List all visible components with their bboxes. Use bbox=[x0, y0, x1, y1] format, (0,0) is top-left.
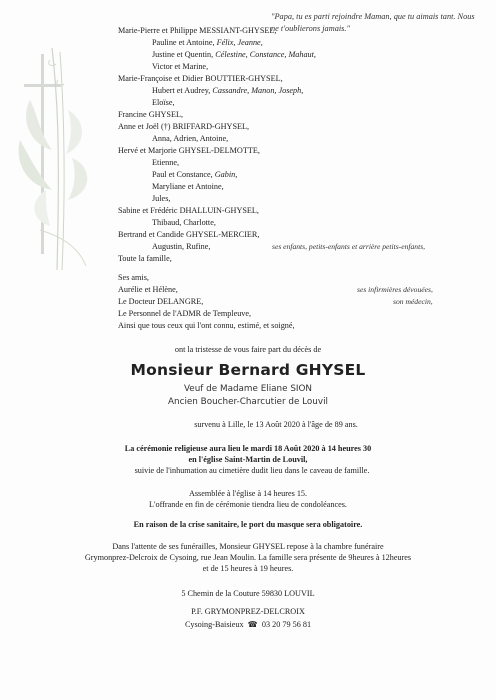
profession-line: Ancien Boucher-Charcutier de Louvil bbox=[168, 397, 328, 407]
family-line: Augustin, Rufine, bbox=[152, 242, 211, 251]
family-address: 5 Chemin de la Couture 59830 LOUVIL bbox=[181, 589, 315, 598]
burial-line: suivie de l'inhumation au cimetière dudit lieu dans le caveau de famille. bbox=[134, 466, 370, 475]
mask-notice: En raison de la crise sanitaire, le port du masque sera obligatoire. bbox=[133, 520, 363, 529]
funeral-director-phone: 03 20 79 56 81 bbox=[261, 620, 312, 629]
family-line: Francine GHYSEL, bbox=[118, 110, 184, 119]
family-line: Eloïse, bbox=[152, 98, 175, 107]
widower-line: Veuf de Madame Eliane SION bbox=[183, 384, 313, 394]
family-line: Thibaud, Charlotte, bbox=[152, 218, 216, 227]
family-line: Anne et Joël (†) BRIFFARD-GHYSEL, bbox=[118, 122, 250, 131]
family-line: Victor et Marine, bbox=[152, 62, 209, 71]
nurses-note: ses infirmières dévouées, bbox=[357, 285, 433, 294]
family-line: Justine et Quentin, Célestine, Constance, Mahaut, bbox=[152, 50, 316, 59]
friends-line: Le Docteur DELANGRE, bbox=[118, 297, 204, 306]
funeral-home-line: et de 15 heures à 19 heures. bbox=[202, 564, 294, 573]
family-line: Marie-Françoise et Didier BOUTTIER-GHYSEL, bbox=[118, 74, 283, 83]
funeral-home-line: Dans l'attente de ses funérailles, Monsieur GHYSEL repose à la chambre funéraire bbox=[112, 542, 384, 551]
telephone-icon: ☎ bbox=[247, 620, 258, 629]
lily-cross-decoration bbox=[0, 40, 110, 280]
family-line: Hubert et Audrey, Cassandre, Manon, Joseph, bbox=[152, 86, 304, 95]
funeral-director-name: P.F. GRYMONPREZ-DELCROIX bbox=[191, 607, 305, 616]
gathering-line: Assemblée à l'église à 14 heures 15. bbox=[188, 489, 308, 498]
family-line: Etienne, bbox=[152, 158, 180, 167]
friends-line: Aurélie et Hélène, bbox=[118, 285, 178, 294]
family-relation-note: ses enfants, petits-enfants et arrière petits-enfants, bbox=[272, 242, 426, 251]
ceremony-line: La cérémonie religieuse aura lieu le mardi 18 Août 2020 à 14 heures 30 bbox=[124, 444, 372, 453]
family-line: Toute la famille, bbox=[118, 254, 172, 263]
funeral-director-town: Cysoing-Baisieux bbox=[184, 620, 244, 629]
family-line: Pauline et Antoine, Félix, Jeanne, bbox=[152, 38, 263, 47]
friends-line: Ses amis, bbox=[118, 273, 149, 282]
doctor-note: son médecin, bbox=[393, 297, 433, 306]
epigraph-quote: "Papa, tu es parti rejoindre Maman, que tu aimais tant. Nous ne t'oublierons jamais." bbox=[271, 12, 475, 33]
family-line: Hervé et Marjorie GHYSEL-DELMOTTE, bbox=[118, 146, 260, 155]
church-line: en l'église Saint-Martin de Louvil, bbox=[188, 455, 308, 464]
offering-line: L'offrande en fin de cérémonie tiendra lieu de condoléances. bbox=[149, 500, 347, 509]
announcement: ont la tristesse de vous faire part du décès de bbox=[174, 345, 322, 354]
family-line: Bertrand et Candide GHYSEL-MERCIER, bbox=[118, 230, 260, 239]
deceased-name: Monsieur Bernard GHYSEL bbox=[130, 361, 366, 379]
friends-line: Ainsi que tous ceux qui l'ont connu, estimé, et soigné, bbox=[118, 321, 295, 330]
family-line: Jules, bbox=[152, 194, 171, 203]
funeral-home-line: Grymonprez-Delcroix de Cysoing, rue Jean Moulin. La famille sera présente de 9heures à 12heures bbox=[84, 553, 412, 562]
family-line: Paul et Constance, Gabin, bbox=[152, 170, 238, 179]
family-line: Sabine et Frédéric DHALLUIN-GHYSEL, bbox=[118, 206, 259, 215]
family-line: Anna, Adrien, Antoine, bbox=[152, 134, 229, 143]
family-line: Maryliane et Antoine, bbox=[152, 182, 224, 191]
friends-line: Le Personnel de l'ADMR de Templeuve, bbox=[118, 309, 252, 318]
family-line: Marie-Pierre et Philippe MESSIANT-GHYSEL, bbox=[118, 26, 277, 35]
funeral-director-contact bbox=[0, 619, 496, 629]
death-line: survenu à Lille, le 13 Août 2020 à l'âge de 89 ans. bbox=[194, 420, 358, 429]
